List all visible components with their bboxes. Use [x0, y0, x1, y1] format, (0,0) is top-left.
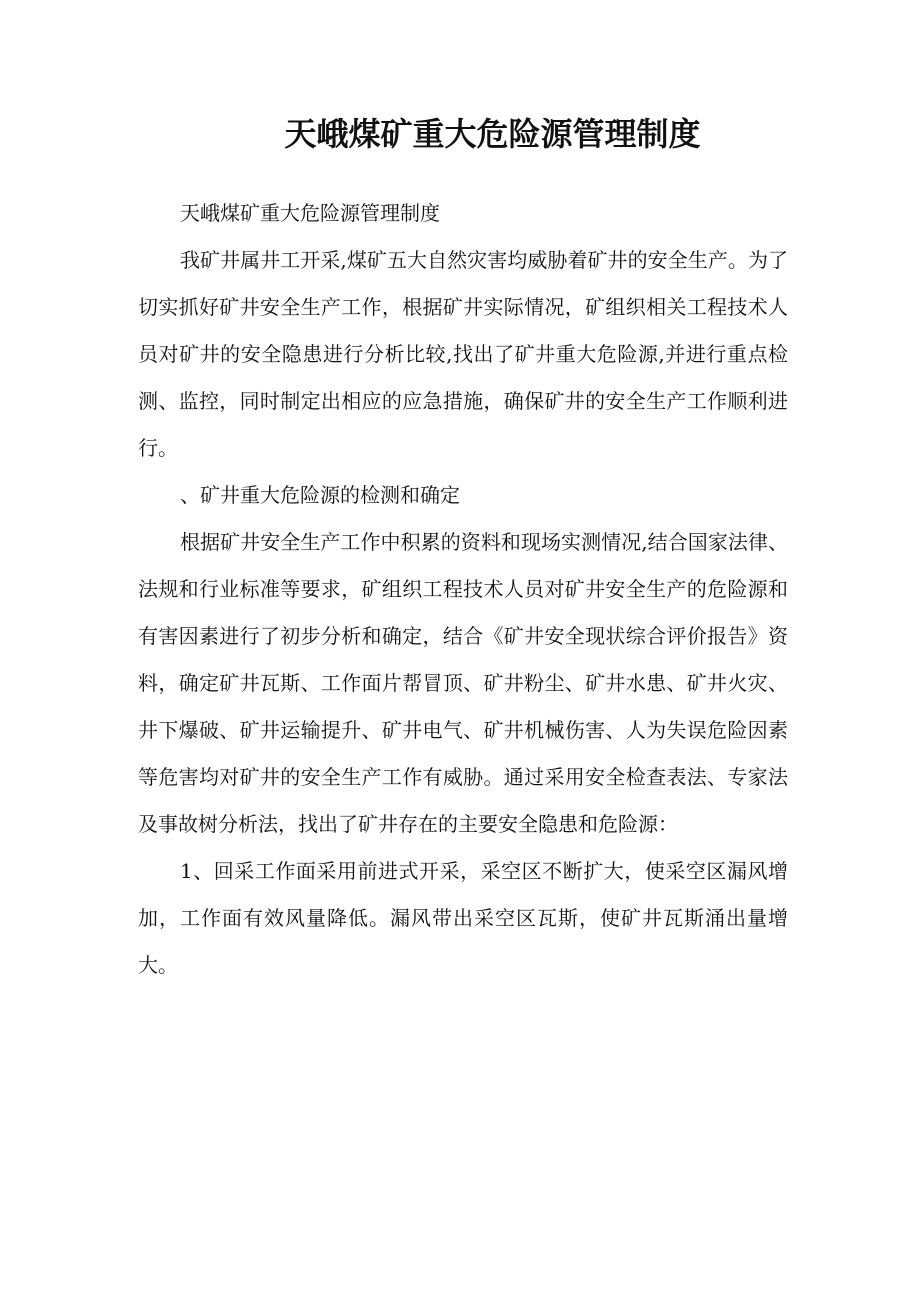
paragraph-analysis: 根据矿井安全生产工作中积累的资料和现场实测情况,结合国家法律、法规和行业标准等要求，矿组织工程技术人员对矿井安全生产的危险源和有害因素进行了初步分析和确定，结合《矿井安全现状综合评价报告》资料，确定矿井瓦斯、工作面片帮冒顶、矿井粉尘、矿井水患、矿井火灾、井下爆破、矿井运输提升、矿井电气、矿井机械伤害、人为失误危险因素等危害均对矿井的安全生产工作有威胁。通过采用安全检查表法、专家法及事故树分析法，找出了矿井存在的主要安全隐患和危险源： — [138, 530, 788, 836]
paragraph-section-heading: 、矿井重大危险源的检测和确定 — [180, 483, 460, 507]
paragraph-item-1: 1、回采工作面采用前进式开采，采空区不断扩大，使采空区漏风增加，工作面有效风量降低。漏风带出采空区瓦斯，使矿井瓦斯涌出量增大。 — [138, 859, 788, 977]
paragraph-subtitle: 天峨煤矿重大危险源管理制度 — [180, 201, 440, 225]
paragraph-intro: 我矿井属井工开采,煤矿五大自然灾害均威胁着矿井的安全生产。为了切实抓好矿井安全生产工作，根据矿井实际情况，矿组织相关工程技术人员对矿井的安全隐患进行分析比较,找出了矿井重大危险源,并进行重点检测、监控，同时制定出相应的应急措施，确保矿井的安全生产工作顺利进行。 — [138, 248, 788, 460]
document-title: 天峨煤矿重大危险源管理制度 — [284, 115, 701, 153]
document-body — [138, 190, 788, 989]
